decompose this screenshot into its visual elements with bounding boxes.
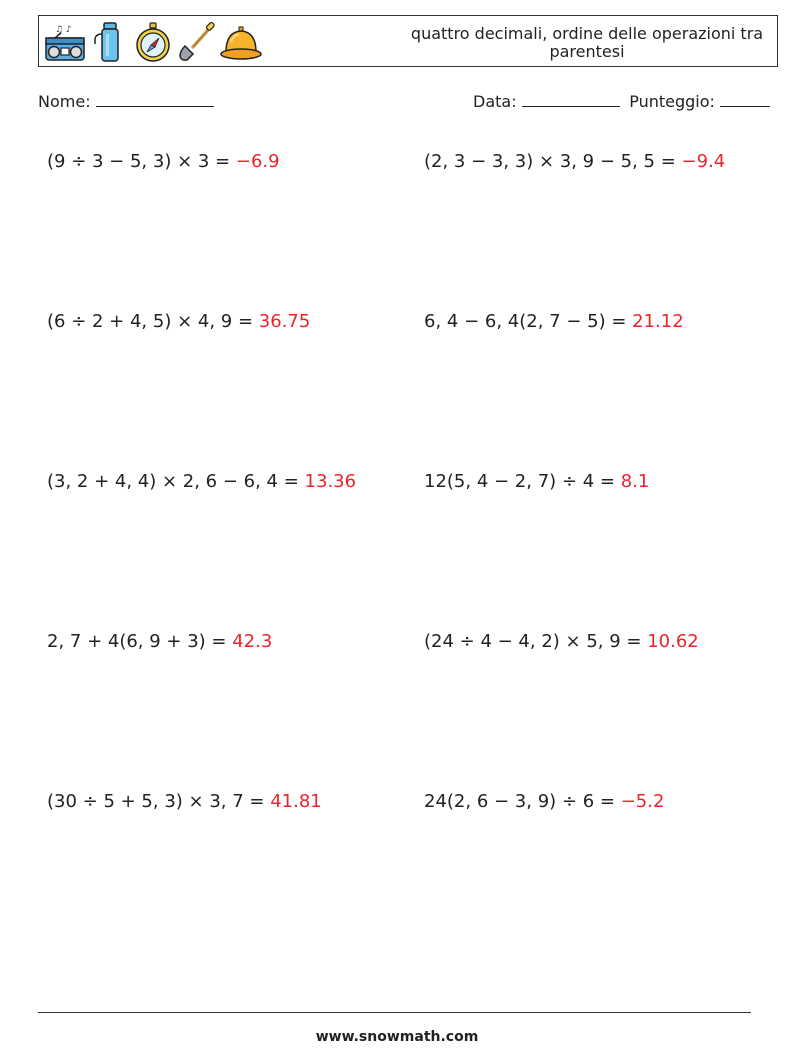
problem-10: [424, 791, 664, 812]
problem-answer: −6.9: [235, 151, 280, 172]
problem-1: [47, 151, 280, 172]
worksheet-title: quattro decimali, ordine delle operazioni tra parentesi: [410, 24, 764, 61]
problem-expression: 6, 4 − 6, 4(2, 7 − 5) =: [424, 311, 633, 332]
footer-divider: [38, 1012, 751, 1013]
problem-expression: 2, 7 + 4(6, 9 + 3) =: [47, 631, 233, 652]
problem-expression: (9 ÷ 3 − 5, 3) × 3 =: [47, 151, 236, 172]
problem-answer: 10.62: [647, 631, 699, 652]
name-label: Nome:: [38, 92, 91, 111]
problem-expression: 24(2, 6 − 3, 9) ÷ 6 =: [424, 791, 621, 812]
problem-answer: −9.4: [681, 151, 726, 172]
problem-expression: (6 ÷ 2 + 4, 5) × 4, 9 =: [47, 311, 259, 332]
svg-text:♫ ♪: ♫ ♪: [55, 25, 72, 35]
problem-2: [424, 151, 725, 172]
problem-9: [47, 791, 322, 812]
problem-answer: 42.3: [232, 631, 273, 652]
problem-expression: 12(5, 4 − 2, 7) ÷ 4 =: [424, 471, 621, 492]
problem-answer: 21.12: [632, 311, 684, 332]
problem-answer: 41.81: [270, 791, 322, 812]
problem-expression: (30 ÷ 5 + 5, 3) × 3, 7 =: [47, 791, 271, 812]
footer-url[interactable]: www.snowmath.com: [315, 1029, 479, 1045]
score-label: Punteggio:: [629, 92, 715, 111]
problem-expression: (2, 3 − 3, 3) × 3, 9 − 5, 5 =: [424, 151, 682, 172]
problem-7: [47, 631, 272, 652]
problem-answer: 8.1: [620, 471, 650, 492]
problem-expression: (24 ÷ 4 − 4, 2) × 5, 9 =: [424, 631, 648, 652]
problem-3: [47, 311, 310, 332]
problem-4: [424, 311, 684, 332]
problem-answer: −5.2: [620, 791, 665, 812]
problem-expression: (3, 2 + 4, 4) × 2, 6 − 6, 4 =: [47, 471, 305, 492]
problem-5: [47, 471, 356, 492]
problem-6: [424, 471, 649, 492]
problem-8: [424, 631, 699, 652]
problem-answer: 13.36: [304, 471, 357, 492]
problem-answer: 36.75: [258, 311, 311, 332]
date-label: Data:: [473, 92, 517, 111]
